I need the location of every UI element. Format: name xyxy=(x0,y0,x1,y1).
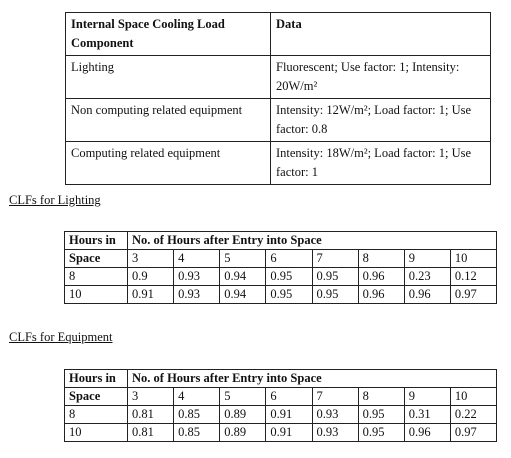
space-label: Space xyxy=(65,388,128,406)
hours-row xyxy=(65,250,497,268)
header-data: Data xyxy=(271,13,491,56)
component-cell: Lighting xyxy=(66,56,271,99)
table-row xyxy=(66,56,491,99)
value-cell: 0.96 xyxy=(358,286,404,304)
header-component: Internal Space Cooling Load Component xyxy=(66,13,271,56)
value-cell: 0.89 xyxy=(220,424,266,442)
span-header: No. of Hours after Entry into Space xyxy=(128,232,497,250)
hour-cell: 3 xyxy=(128,388,174,406)
table-header-row xyxy=(65,370,497,388)
value-cell: 0.94 xyxy=(220,268,266,286)
value-cell: 0.81 xyxy=(128,406,174,424)
value-cell: 0.94 xyxy=(220,286,266,304)
value-cell: 0.31 xyxy=(404,406,450,424)
value-cell: 0.91 xyxy=(266,406,312,424)
lighting-clf-table xyxy=(64,231,497,304)
hour-cell: 6 xyxy=(266,250,312,268)
hours-in-label: Hours in xyxy=(65,232,128,250)
hour-cell: 8 xyxy=(358,250,404,268)
hour-cell: 5 xyxy=(220,388,266,406)
hour-cell: 4 xyxy=(174,250,220,268)
data-cell: Fluorescent; Use factor: 1; Intensity: 20W/m² xyxy=(271,56,491,99)
space-cell: 10 xyxy=(65,286,128,304)
value-cell: 0.95 xyxy=(312,268,358,286)
value-cell: 0.95 xyxy=(266,268,312,286)
space-cell: 8 xyxy=(65,268,128,286)
value-cell: 0.22 xyxy=(450,406,496,424)
hour-cell: 6 xyxy=(266,388,312,406)
value-cell: 0.96 xyxy=(404,286,450,304)
value-cell: 0.95 xyxy=(266,286,312,304)
space-label: Space xyxy=(65,250,128,268)
value-cell: 0.23 xyxy=(404,268,450,286)
equipment-clf-table xyxy=(64,369,497,442)
value-cell: 0.85 xyxy=(174,406,220,424)
table-row xyxy=(65,268,497,286)
space-cell: 10 xyxy=(65,424,128,442)
value-cell: 0.95 xyxy=(358,406,404,424)
value-cell: 0.97 xyxy=(450,424,496,442)
span-header: No. of Hours after Entry into Space xyxy=(128,370,497,388)
value-cell: 0.96 xyxy=(358,268,404,286)
value-cell: 0.81 xyxy=(128,424,174,442)
value-cell: 0.93 xyxy=(174,286,220,304)
data-cell: Intensity: 12W/m²; Load factor: 1; Use factor: 0.8 xyxy=(271,99,491,142)
hour-cell: 10 xyxy=(450,250,496,268)
space-cell: 8 xyxy=(65,406,128,424)
cooling-load-table xyxy=(65,12,491,185)
value-cell: 0.91 xyxy=(266,424,312,442)
component-cell: Non computing related equipment xyxy=(66,99,271,142)
value-cell: 0.93 xyxy=(174,268,220,286)
table-header-row xyxy=(66,13,491,56)
table-header-row xyxy=(65,232,497,250)
component-cell: Computing related equipment xyxy=(66,142,271,185)
value-cell: 0.96 xyxy=(404,424,450,442)
hour-cell: 9 xyxy=(404,250,450,268)
table-row xyxy=(65,406,497,424)
value-cell: 0.89 xyxy=(220,406,266,424)
hour-cell: 5 xyxy=(220,250,266,268)
hour-cell: 10 xyxy=(450,388,496,406)
equipment-caption: CLFs for Equipment xyxy=(9,330,113,344)
value-cell: 0.93 xyxy=(312,406,358,424)
value-cell: 0.93 xyxy=(312,424,358,442)
data-cell: Intensity: 18W/m²; Load factor: 1; Use factor: 1 xyxy=(271,142,491,185)
value-cell: 0.95 xyxy=(312,286,358,304)
table-row xyxy=(66,99,491,142)
hour-cell: 7 xyxy=(312,250,358,268)
hour-cell: 4 xyxy=(174,388,220,406)
value-cell: 0.91 xyxy=(128,286,174,304)
value-cell: 0.95 xyxy=(358,424,404,442)
hours-in-label: Hours in xyxy=(65,370,128,388)
lighting-caption: CLFs for Lighting xyxy=(9,193,101,207)
table-row xyxy=(66,142,491,185)
hour-cell: 8 xyxy=(358,388,404,406)
value-cell: 0.97 xyxy=(450,286,496,304)
value-cell: 0.85 xyxy=(174,424,220,442)
table-row xyxy=(65,286,497,304)
hour-cell: 9 xyxy=(404,388,450,406)
hour-cell: 3 xyxy=(128,250,174,268)
value-cell: 0.9 xyxy=(128,268,174,286)
hours-row xyxy=(65,388,497,406)
value-cell: 0.12 xyxy=(450,268,496,286)
table-row xyxy=(65,424,497,442)
hour-cell: 7 xyxy=(312,388,358,406)
